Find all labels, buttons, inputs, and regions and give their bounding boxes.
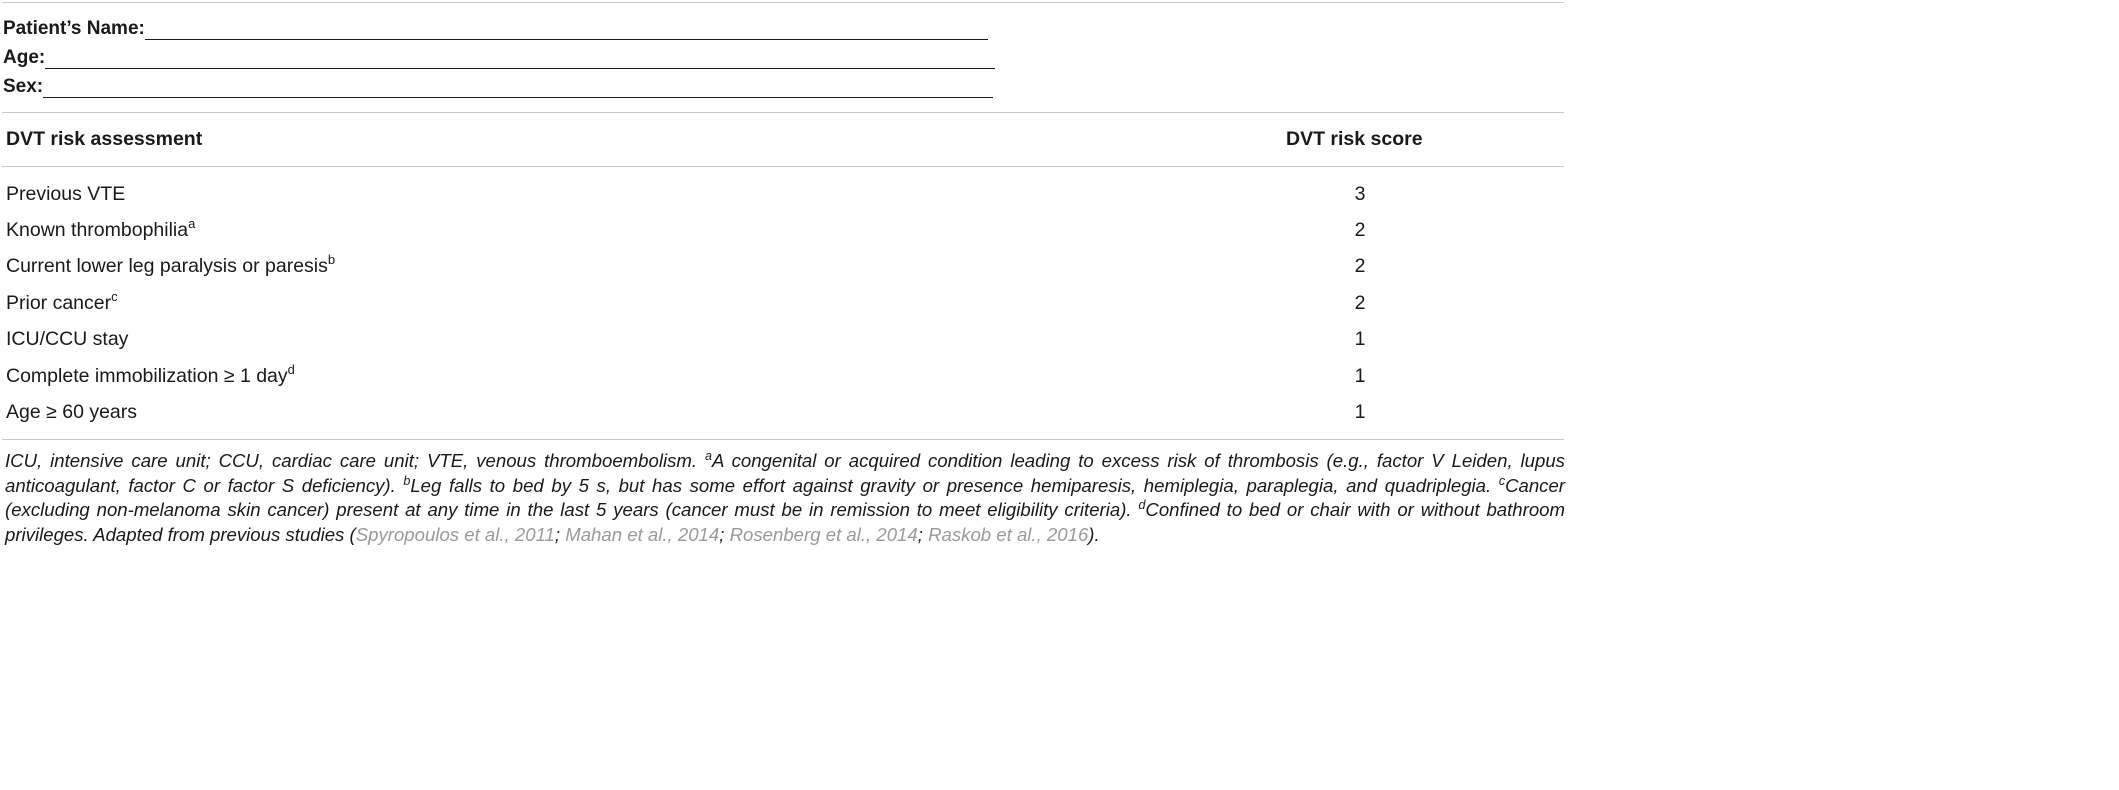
table-footnote: ICU, intensive care unit; CCU, cardiac care unit; VTE, venous thromboembolism. $^a$A congenital or acquired condition leading to excess risk of thrombosis (e.g., factor V Leiden, lupus anticoagulant, factor C or factor S deficiency). $^b$Leg falls to bed by 5 s, but has some effort against gravity or presence hemiparesis, hemiplegia, paraplegia, and quadriplegia. $^c$Cancer (excluding non-melanoma skin cancer) present at any time in the last 5 years (cancer must be in remission to meet eligibility criteria). $^d$Confined to bed or chair with or without bathroom privileges. Adapted from previous studies (Spyropoulos et al., 2011; Mahan et al., 2014; Rosenberg et al., 2014; Raskob et al., 2016).: [5, 449, 1566, 545]
age-field: [3, 47, 995, 69]
row-label: Previous VTE: [6, 183, 126, 205]
header-top-rule: [2, 112, 1564, 113]
table-row: [0, 394, 1568, 430]
sex-field: [3, 76, 993, 98]
row-label: ICU/CCU stay: [6, 328, 129, 350]
row-score: 2: [1354, 292, 1366, 314]
patient-name-blank[interactable]: [145, 21, 988, 40]
header-assessment: DVT risk assessment: [6, 128, 203, 150]
patient-name-field: [3, 18, 988, 40]
row-score: 3: [1354, 183, 1366, 205]
patient-name-label: Patient’s Name:: [3, 18, 145, 39]
age-blank[interactable]: [45, 50, 995, 69]
table-row: [0, 285, 1568, 321]
table-row: [0, 212, 1568, 248]
reference-link[interactable]: Mahan et al., 2014: [565, 523, 720, 545]
table-row: [0, 176, 1568, 212]
sex-blank[interactable]: [43, 79, 993, 98]
reference-link[interactable]: Raskob et al., 2016: [928, 523, 1089, 545]
row-score: 1: [1354, 328, 1366, 350]
table-row: [0, 321, 1568, 357]
sex-label: Sex:: [3, 76, 44, 97]
reference-link[interactable]: Rosenberg et al., 2014: [729, 523, 918, 545]
table-row: [0, 248, 1568, 284]
table-row: [0, 358, 1568, 394]
row-label: Complete immobilization ≥ 1 day$^d$: [6, 362, 295, 387]
row-label: Known thrombophilia$^a$: [6, 216, 196, 241]
row-score: 2: [1354, 255, 1366, 277]
age-label: Age:: [3, 47, 46, 68]
row-score: 1: [1354, 401, 1366, 423]
table-bottom-rule: [2, 439, 1564, 440]
row-label: Current lower leg paralysis or paresis$^b$: [6, 252, 336, 277]
top-rule: [2, 2, 1564, 3]
row-label: Prior cancer$^c$: [6, 289, 118, 314]
row-score: 2: [1354, 219, 1366, 241]
reference-link[interactable]: Spyropoulos et al., 2011: [355, 523, 555, 545]
header-bottom-rule: [2, 166, 1564, 167]
row-score: 1: [1354, 365, 1366, 387]
row-label: Age ≥ 60 years: [6, 401, 138, 423]
header-score: DVT risk score: [1286, 128, 1423, 150]
